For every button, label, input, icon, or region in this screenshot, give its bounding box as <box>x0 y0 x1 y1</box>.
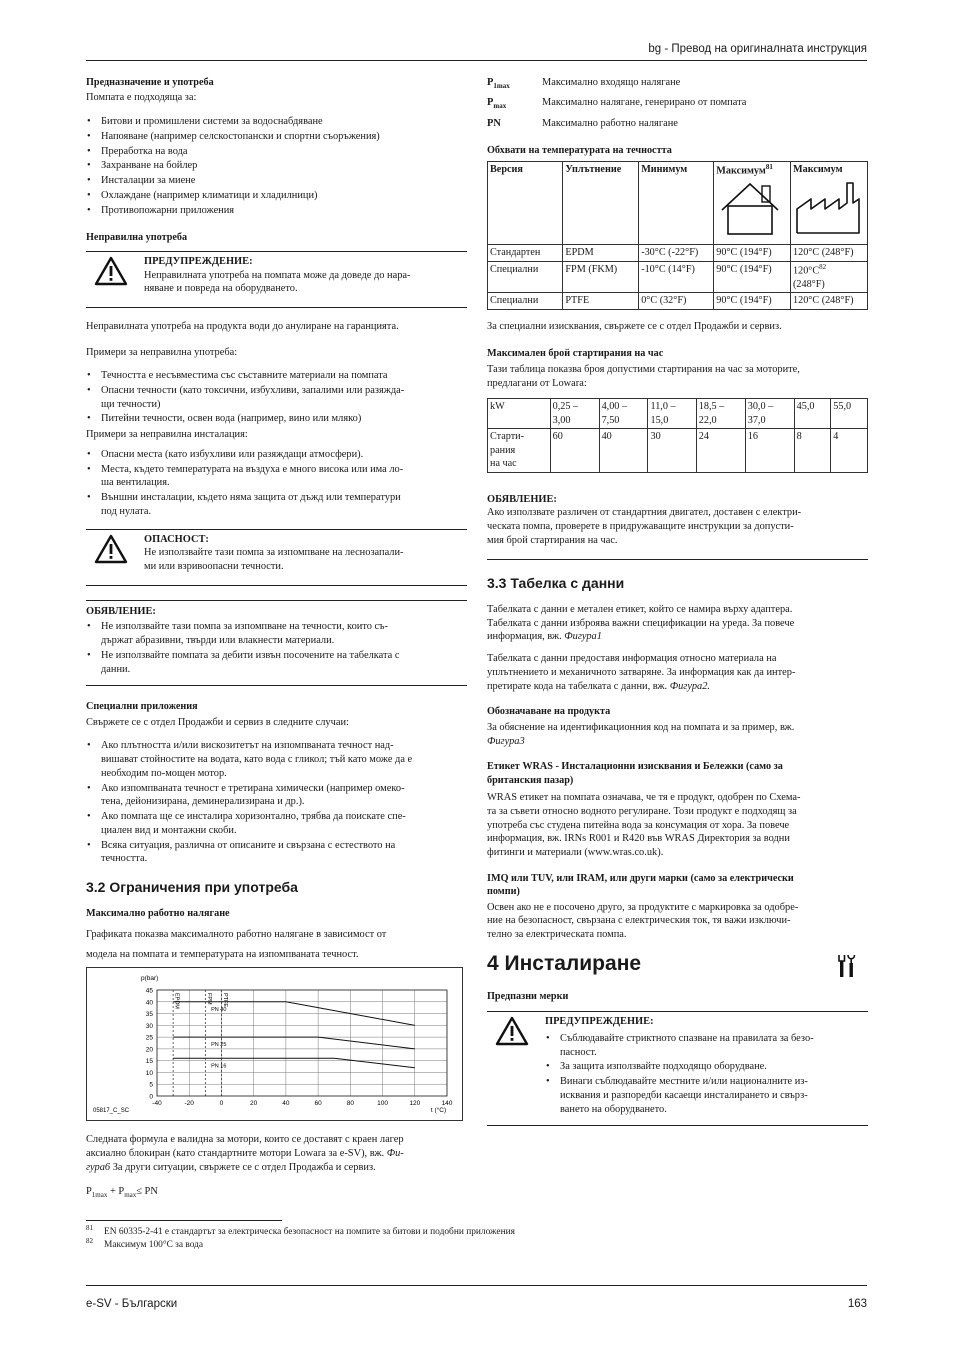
starts-kw-row <box>488 399 868 429</box>
install-list-item: • Външни инсталации, където няма защита от дъжд или температури под нулата. <box>86 491 467 518</box>
temp-header-max-label: Максимум <box>716 165 766 177</box>
table-cell: 55,0 <box>831 399 868 429</box>
special-list-item: • Всяка ситуация, различна от описаните и свързана с естеството на течността. <box>86 839 467 866</box>
symbol-name: $P_{1max}$ <box>487 77 510 91</box>
chart-y-tick-label: 0 <box>149 1093 153 1101</box>
formula-paragraph-text: Следната формула е валидна за мотори, които се доставят с краен лагер аксиално блокиран (като стандартните мотори Lowara за e-SV), вж. <box>86 1134 404 1160</box>
table-cell: 120°C (248°F) <box>791 293 868 309</box>
table-cell: 4,00 – 7,50 <box>599 399 648 429</box>
table-cell: 8 <box>794 429 831 472</box>
designation-title: Обозначаване на продукта <box>487 706 611 718</box>
warning-triangle-icon <box>94 256 128 291</box>
temp-header-max-label-2: Максимум <box>793 164 843 176</box>
temp-range-table <box>487 161 868 309</box>
warning-text: Неправилната употреба на помпата може да доведе до нара- няване и повреда на оборудването. <box>144 269 411 295</box>
footer-doc-label: e-SV - Български <box>86 1298 178 1310</box>
designation-text: За обяснение на идентификационния код на помпата и за пример, вж. <box>487 721 795 733</box>
purpose-list <box>86 115 467 217</box>
chart-x-tick-label: -40 <box>152 1100 162 1108</box>
notice-box-2 <box>487 493 868 561</box>
warning-title: ПРЕДУПРЕЖДЕНИЕ: <box>144 255 253 267</box>
misuse-list-item: • Питейни течности, освен вода (например, вино или мляко) <box>86 412 467 426</box>
chapter-4-heading <box>487 950 868 978</box>
temp-note: За специални изисквания, свържете се с отдел Продажби и сервиз. <box>487 320 782 332</box>
table-row <box>488 245 868 261</box>
footnote-ref-82: 82 <box>819 262 827 271</box>
section-3-2-heading: 3.2 Ограничения при употреба <box>86 879 298 896</box>
table-cell: Специални <box>488 261 563 292</box>
warning-box-2 <box>487 1011 868 1126</box>
pressure-chart-svg <box>87 968 462 1120</box>
warning2-list <box>545 1032 868 1116</box>
formula-plus-p: + P <box>107 1185 125 1197</box>
special-list <box>86 739 467 866</box>
misuse-list-item: • Течността е несъвместима със съставните материали на помпата <box>86 369 467 383</box>
purpose-list-item: • Охлаждане (например климатици и хладилници) <box>86 189 467 203</box>
symbol-description: Максимално работно налягане <box>542 117 678 129</box>
temp-header-seal: Уплътнение <box>563 162 639 245</box>
special-list-item: • Ако изпомпваната течност е третирана химически (например омеко- тена, дейонизирана, деминерализирана и др.). <box>86 782 467 809</box>
table-cell: EPDM <box>563 245 639 261</box>
symbol-row <box>487 76 868 91</box>
chart-material-label: PTFE <box>221 993 228 1008</box>
page-header-title: bg - Превод на оригиналната инструкция <box>648 43 867 55</box>
temp-range-title: Обхвати на температурата на течността <box>487 144 672 156</box>
table-cell: kW <box>488 399 551 429</box>
chart-y-tick-label: 30 <box>145 1023 153 1031</box>
chart-x-tick-label: 100 <box>377 1100 388 1108</box>
figure-3-reference: Фигура3 <box>487 735 525 747</box>
install-list-item: • Опасни места (като избухливи или разяждащи атмосфери). <box>86 448 467 462</box>
notice-list-item: • Не използвайте помпата за дебити извън посочените на табелката с данни. <box>86 649 467 676</box>
factory-icon <box>793 179 865 239</box>
wras-title: Етикет WRAS - Инсталационни изисквания и Бележки (само за британския пазар) <box>487 761 783 786</box>
install-intro: Примери за неправилна инсталация: <box>86 429 248 441</box>
purpose-list-item: • Противопожарни приложения <box>86 204 467 218</box>
table-cell: 120°C (248°F) <box>791 245 868 261</box>
tools-icon <box>838 954 856 986</box>
table-cell: 16 <box>745 429 794 472</box>
chart-x-tick-label: 20 <box>250 1100 258 1108</box>
warning2-list-item: • За защита използвайте подходящо оборудване. <box>545 1060 868 1074</box>
plate-paragraph-2-text: Табелката с данни предоставя информация относно материала на уплътнението и механичното затваряне. За информация как да интер- претирате кода на табелката с данни, вж. <box>487 653 796 692</box>
notice-box <box>86 600 467 687</box>
purpose-list-item: • Напояване (например селскостопански и спортни съоръжения) <box>86 130 467 144</box>
symbol-row <box>487 117 868 132</box>
chart-y-tick-label: 35 <box>145 1011 153 1019</box>
table-cell: 45,0 <box>794 399 831 429</box>
table-cell: 90°C (194°F) <box>714 245 791 261</box>
warning2-title: ПРЕДУПРЕЖДЕНИЕ: <box>545 1016 654 1028</box>
figure-2-reference: Фигура2. <box>669 680 711 692</box>
table-cell: 40 <box>599 429 648 472</box>
table-cell: 30,0 – 37,0 <box>745 399 794 429</box>
imq-title: IMQ или TUV, или IRAM, или други марки (само за електрически помпи) <box>487 872 794 898</box>
plate-paragraph-1-text: Табелката с данни е метален етикет, който се намира върху адаптера. Табелката с данни изброява важни спецификации на уреда. За повече информация, вж. <box>487 603 795 643</box>
warning-triangle-icon <box>495 1016 529 1051</box>
chart-material-label: FPM <box>205 993 212 1006</box>
install-list <box>86 448 467 519</box>
misuse-paragraph-1: Неправилната употреба на продукта води до анулиране на гаранцията. <box>86 320 399 332</box>
special-intro: Свържете се с отдел Продажби и сервиз в следните случаи: <box>86 716 349 728</box>
table-cell: 60 <box>550 429 599 472</box>
header-rule <box>86 60 867 61</box>
left-column <box>86 76 467 1208</box>
warning2-list-item: • Съблюдавайте стриктното спазване на правилата за безо- пасност. <box>545 1032 868 1059</box>
maxpress-paragraph-2: модела на помпата и температурата на изпомпваната течност. <box>86 948 359 960</box>
table-cell: 0,25 – 3,00 <box>550 399 599 429</box>
notice-list <box>86 620 467 676</box>
special-list-item: • Ако помпата ще се инсталира хоризонтално, трябва да поискате спе- циален вид и монтажни скоби. <box>86 810 467 837</box>
temp-header-min: Минимум <box>639 162 714 245</box>
section-3-3-heading: 3.3 Табелка с данни <box>487 575 625 592</box>
footnote: 81 EN 60335-2-41 е стандартът за електрическа безопасност на помпите за битови и подобни приложения <box>86 1224 515 1237</box>
maxpress-title: Максимално работно налягане <box>86 907 230 919</box>
warning-triangle-icon <box>94 534 128 569</box>
chart-x-tick-label: 120 <box>409 1100 421 1108</box>
chart-x-tick-label: 40 <box>282 1100 290 1108</box>
purpose-list-item: • Захранване на бойлер <box>86 159 467 173</box>
special-title: Специални приложения <box>86 701 198 713</box>
purpose-list-item: • Инсталации за миене <box>86 174 467 188</box>
notice2-text: Ако използвате различен от стандартния двигател, доставен с електри- ческата помпа, проверете в придружаващите инструкции за допусти- мия брой стартирания на час. <box>487 507 802 546</box>
figure-1-reference: Фигура1 <box>564 631 602 643</box>
symbol-name: PN <box>487 117 501 129</box>
chart-y-tick-label: 45 <box>145 987 153 995</box>
table-cell: -30°C (-22°F) <box>639 245 714 261</box>
danger-box <box>86 529 467 586</box>
notice-title: ОБЯВЛЕНИЕ: <box>86 605 156 617</box>
starts-values-row <box>488 429 868 472</box>
starts-intro: Тази таблица показва броя допустими стартирания на час за моторите, предлагани от Lowara: <box>487 363 800 389</box>
table-cell: Специални <box>488 293 563 309</box>
formula-p1: P <box>86 1185 92 1197</box>
purpose-title: Предназначение и употреба <box>86 77 214 88</box>
footnote-rule <box>86 1220 282 1221</box>
pressure-chart <box>86 967 463 1121</box>
plate-paragraph-2 <box>487 652 868 693</box>
figure-6-reference: Фи- гура6 <box>86 1148 404 1173</box>
maxpress-paragraph-1: Графиката показва максималното работно налягане в зависимост от <box>86 928 387 940</box>
table-cell: Стандартен <box>488 245 563 261</box>
chart-y-tick-label: 25 <box>145 1035 153 1043</box>
symbols-list <box>487 76 868 132</box>
chart-y-tick-label: 15 <box>145 1058 153 1066</box>
table-cell: 0°C (32°F) <box>639 293 714 309</box>
chart-series-label: PN 16 <box>211 1063 227 1070</box>
temp-header-version: Версия <box>488 162 563 245</box>
table-cell: 30 <box>648 429 696 472</box>
table-row <box>488 293 868 309</box>
temp-table-body <box>488 245 868 309</box>
formula-rest: ≤ PN <box>136 1185 158 1197</box>
chapter-4-title: 4 Инсталиране <box>487 951 642 975</box>
wras-paragraph: WRAS етикет на помпата означава, че тя е продукт, одобрен по Схема- та за съвети относно водното регулиране. Този продукт е подходящ за употреба със студена питейна вода за консумация от хора. За повече информация, вж. IRNs R001 и R420 във WRAS Директория за водни фитинги и материали (www.wras.co.uk). <box>487 792 801 859</box>
chart-y-tick-label: 40 <box>145 999 153 1007</box>
precautions-title: Предпазни мерки <box>487 990 569 1002</box>
chart-y-tick-label: 10 <box>145 1070 153 1078</box>
misuse-paragraph-2: Примери за неправилна употреба: <box>86 346 238 358</box>
chart-x-tick-label: 0 <box>219 1100 224 1108</box>
danger-text: Не използвайте тази помпа за изпомпване на леснозапали- ми или взривоопасни течности. <box>144 547 404 573</box>
table-cell: PTFE <box>563 293 639 309</box>
purpose-list-item: • Преработка на вода <box>86 145 467 159</box>
chart-x-tick-label: 80 <box>346 1100 354 1108</box>
temp-header-max-home <box>714 162 791 245</box>
chart-id-label: 05817_C_SC <box>93 1108 130 1115</box>
chart-y-axis-label: p(bar) <box>141 975 159 983</box>
table-cell: 90°C (194°F) <box>714 261 791 292</box>
chart-x-tick-label: 140 <box>441 1100 453 1108</box>
right-column <box>487 76 868 1136</box>
table-cell: 24 <box>696 429 745 472</box>
misuse-title: Неправилна употреба <box>86 232 188 244</box>
symbol-name: $P_{max}$ <box>487 97 507 111</box>
table-cell: 4 <box>831 429 868 472</box>
table-cell: 90°C (194°F) <box>714 293 791 309</box>
house-icon <box>716 180 788 240</box>
symbol-description: Максимално входящо налягане <box>542 77 681 88</box>
notice2-title: ОБЯВЛЕНИЕ: <box>487 493 557 505</box>
chart-x-tick-label: -20 <box>184 1100 194 1108</box>
temp-table-header-row <box>488 162 868 245</box>
pressure-formula <box>86 1185 467 1200</box>
imq-paragraph: Освен ако не е посочено друго, за продуктите с маркировка за одобре- ние на безопасност, свързана с електрическия ток, тя важи изключи- телно за електрическата помпа. <box>487 901 799 941</box>
footnote-ref-81: 81 <box>765 163 773 172</box>
purpose-intro: Помпата е подходяща за: <box>86 92 197 104</box>
install-list-item: • Места, където температурата на въздуха е много висока или има ло- ша вентилация. <box>86 463 467 490</box>
table-cell: -10°C (14°F) <box>639 261 714 292</box>
starts-table <box>487 398 868 472</box>
formula-paragraph <box>86 1133 467 1174</box>
chart-material-label: EPDM <box>173 993 180 1010</box>
table-cell: 11,0 – 15,0 <box>648 399 696 429</box>
table-cell: $120^\circ C^{82}$ (248°F) <box>791 261 868 292</box>
starts-title: Максимален брой стартирания на час <box>487 348 664 360</box>
symbol-row <box>487 96 868 111</box>
plate-paragraph-1 <box>487 603 868 644</box>
formula-paragraph-text-end: За други ситуации, свържете се с отдел Продажба и сервиз. <box>110 1161 376 1173</box>
chart-series-line <box>173 1038 415 1050</box>
chart-y-tick-label: 5 <box>149 1082 153 1090</box>
formula-pmax-sub: max <box>124 1190 137 1199</box>
chart-x-tick-label: 60 <box>314 1100 322 1108</box>
table-cell: Старти- рания на час <box>488 429 551 472</box>
purpose-list-item: • Битови и промишлени системи за водоснабдяване <box>86 115 467 129</box>
chart-series-label: PN 25 <box>211 1042 227 1049</box>
misuse-list-item: • Опасни течности (като токсични, избухливи, запалими или разяжда- щи течности) <box>86 384 467 411</box>
chart-y-tick-label: 20 <box>145 1046 153 1054</box>
notice-list-item: • Не използвайте тази помпа за изпомпване на течности, които съ- държат абразивни, твърди или влакнести материали. <box>86 620 467 647</box>
chart-series-line <box>173 1059 415 1068</box>
table-cell: 18,5 – 22,0 <box>696 399 745 429</box>
chart-series-label: PN 40 <box>211 1007 227 1014</box>
page-number: 163 <box>847 1298 867 1310</box>
designation-paragraph <box>487 721 868 748</box>
danger-title: ОПАСНОСТ: <box>144 533 209 545</box>
footnote: 82 Максимум 100°C за вода <box>86 1237 204 1250</box>
symbol-description: Максимално налягане, генерирано от помпата <box>542 97 747 109</box>
warning2-list-item: • Винаги съблюдавайте местните и/или националните из- исквания и разпоредби касаещи инсталирането и свърз- ването на оборудването. <box>545 1075 868 1116</box>
special-list-item: • Ако плътността и/или вискозитетът на изпомпваната течност над- вишават стойностите на водата, като вода с гликол; тъй като може да е необходим по-мощен мотор. <box>86 739 467 780</box>
formula-p1-sub: 1max <box>91 1190 108 1199</box>
footer-rule <box>86 1285 867 1286</box>
chart-frame <box>157 990 447 1096</box>
chart-x-axis-label: t (°C) <box>430 1107 447 1115</box>
table-row <box>488 261 868 292</box>
misuse-list <box>86 369 467 426</box>
temp-header-max-industrial <box>791 162 868 245</box>
warning-box <box>86 251 467 308</box>
table-cell: FPM (FKM) <box>563 261 639 292</box>
